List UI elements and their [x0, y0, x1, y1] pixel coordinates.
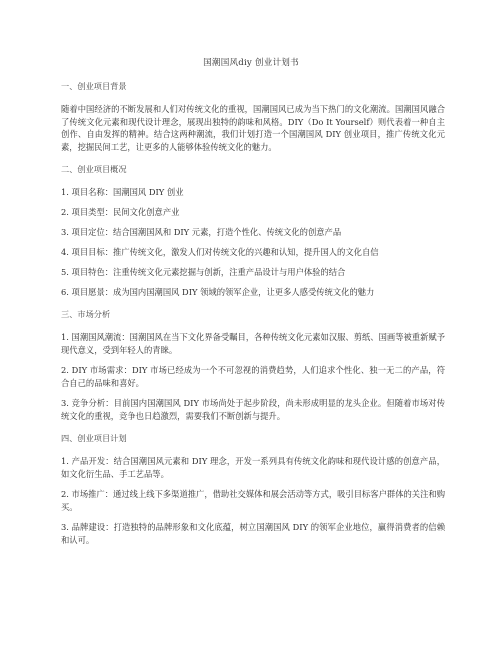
- market-item-diy-demand: 2. DIY 市场需求：DIY 市场已经成为一个不可忽视的消费趋势，人们追求个性化、独一无二的产品，符合自己的品味和喜好。: [61, 365, 445, 388]
- section-heading-market-analysis: 三、市场分析: [61, 309, 111, 319]
- plan-item-branding: 3. 品牌建设：打造独特的品牌形象和文化底蕴，树立国潮国风 DIY 的领军企业地位，赢得消费者的信赖和认可。: [61, 522, 445, 545]
- overview-item-positioning: 3. 项目定位：结合国潮国风和 DIY 元素，打造个性化、传统文化的创意产品: [61, 227, 342, 237]
- document-body: [61, 81, 445, 546]
- market-item-trend: 1. 国潮国风潮流：国潮国风在当下文化界备受瞩目，各种传统文化元素如汉服、剪纸、国画等被重新赋予现代意义，受到年轻人的青睐。: [61, 332, 445, 355]
- section-heading-plan: 四、创业项目计划: [61, 433, 127, 443]
- overview-item-type: 2. 项目类型：民间文化创意产业: [61, 207, 180, 217]
- market-item-competition: 3. 竞争分析：目前国内国潮国风 DIY 市场尚处于起步阶段，尚未形成明显的龙头企业。但随着市场对传统文化的重视，竞争也日趋激烈，需要我们不断创新与提升。: [61, 398, 445, 421]
- overview-item-vision: 6. 项目愿景：成为国内国潮国风 DIY 领域的领军企业，让更多人感受传统文化的魅力: [61, 287, 375, 297]
- overview-item-name: 1. 项目名称：国潮国风 DIY 创业: [61, 187, 184, 197]
- section-heading-overview: 二、创业项目概况: [61, 164, 127, 174]
- overview-item-goal: 4. 项目目标：推广传统文化，激发人们对传统文化的兴趣和认知，提升国人的文化自信: [61, 247, 379, 257]
- background-paragraph: 随着中国经济的不断发展和人们对传统文化的重视，国潮国风已成为当下热门的文化潮流。国潮国风融合了传统文化元素和现代设计理念，展现出独特的韵味和风格。DIY（Do It Yourself）则代表着一种自主创作、自由发挥的精神。结合这两种潮流，我们计划打造一个国潮国风 DIY 创业项目，推广传统文化元素，挖掘民间工艺，让更多的人能够体验传统文化的魅力。: [61, 104, 445, 152]
- plan-item-product: 1. 产品开发：结合国潮国风元素和 DIY 理念，开发一系列具有传统文化韵味和现代设计感的创意产品，如文化衍生品、手工艺品等。: [61, 456, 445, 479]
- plan-item-marketing: 2. 市场推广：通过线上线下多渠道推广，借助社交媒体和展会活动等方式，吸引目标客户群体的关注和购买。: [61, 489, 445, 512]
- section-heading-background: 一、创业项目背景: [61, 81, 127, 91]
- overview-item-features: 5. 项目特色：注重传统文化元素挖掘与创新，注重产品设计与用户体验的结合: [61, 267, 346, 277]
- document-title: 国潮国风diy 创业计划书: [203, 58, 299, 68]
